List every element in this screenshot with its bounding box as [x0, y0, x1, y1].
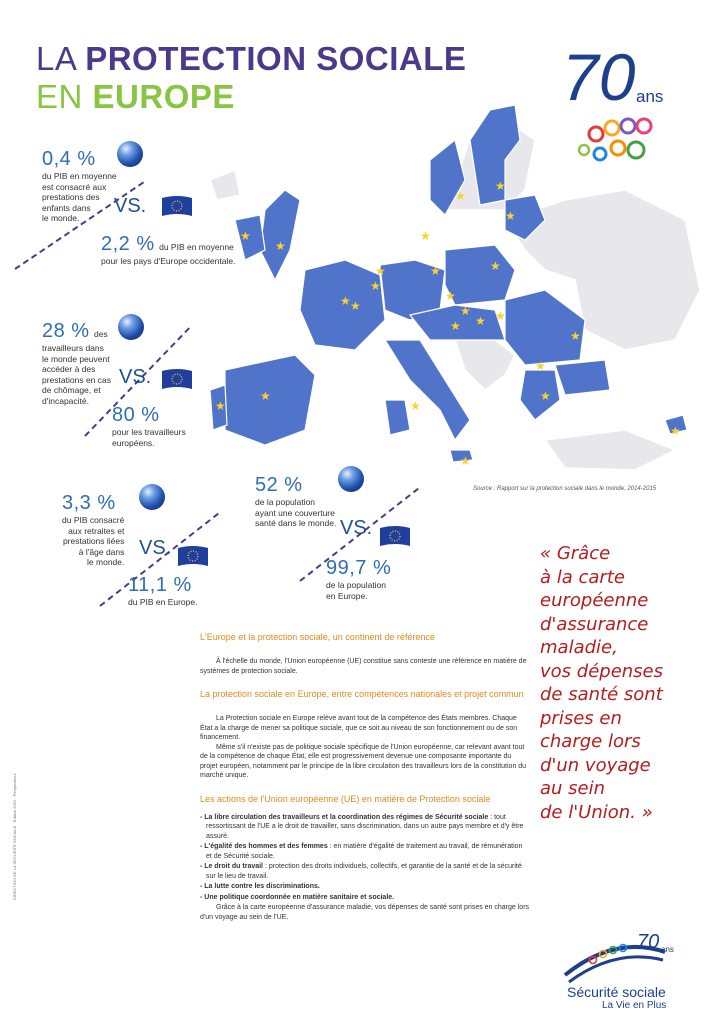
article-body: [200, 631, 530, 922]
brand-suffix: ans: [661, 945, 674, 954]
svg-text:★: ★: [240, 229, 251, 243]
title-line1-thin: LA: [36, 40, 86, 77]
list-item: - Le droit du travail : protection des droits individuels, collectifs, et garantie de la santé et de la sécurité sur le lieu de travail.: [200, 863, 522, 880]
paragraph-2b: Même s'il n'existe pas de politique sociale spécifique de l'Union européenne, car relevant avant tout de la compétence de chaque État, elle est progressivement devenue une composante importante du projet européen, notamment par le principe de la libre circulation des travailleurs lors de la constitution du marché unique.: [200, 743, 527, 779]
list-item: - L'égalité des hommes et des femmes : en matière d'égalité de traitement au travail, de rémunération et de Sécurité sociale.: [200, 843, 523, 860]
vs-label-4: VS.: [340, 517, 373, 539]
svg-text:★: ★: [340, 294, 351, 308]
stat-europe-4-value: 99,7 %: [326, 557, 392, 579]
svg-text:★: ★: [375, 264, 386, 278]
stat-world-2-text: travailleurs dans le monde peuvent accéder à des prestations en cas de chômage, et d'incapacité.: [42, 343, 111, 406]
stat-world-1-value: 0,4 %: [42, 148, 96, 170]
svg-text:★: ★: [495, 309, 506, 323]
svg-text:★: ★: [455, 189, 466, 203]
eu-flag-icon: [160, 194, 194, 218]
globe-icon: [118, 314, 144, 340]
svg-text:★: ★: [495, 179, 506, 193]
list-item: - La libre circulation des travailleurs et la coordination des régimes de Sécurité sociale : tout ressortissant de l'UE a le droit de travailler, sans discrimination, dans un autre pays membre et d'y être assuré.: [200, 813, 524, 840]
heading-3: Les actions de l'Union européenne (UE) en matière de Protection sociale: [200, 793, 491, 804]
stat-world-3: [62, 492, 124, 568]
svg-text:★: ★: [370, 279, 381, 293]
svg-text:★: ★: [670, 424, 681, 438]
logo-number: 70: [562, 40, 636, 114]
stat-world-4-text: de la population ayant une couverture santé dans le monde.: [255, 497, 337, 528]
heading-1: L'Europe et la protection sociale, un continent de référence: [200, 632, 435, 642]
stat-europe-4: 99,7 % de la population en Europe.: [326, 557, 392, 601]
source-note: Source : Rapport sur la protection sociale dans le monde, 2014-2015: [473, 486, 657, 492]
svg-text:★: ★: [275, 239, 286, 253]
svg-text:★: ★: [535, 359, 546, 373]
globe-icon: [139, 484, 165, 510]
svg-text:★: ★: [460, 454, 471, 468]
title-line1-bold: PROTECTION SOCIALE: [85, 40, 467, 77]
svg-text:★: ★: [450, 319, 461, 333]
stat-europe-3: 11,1 % du PIB en Europe.: [128, 574, 198, 607]
paragraph-1: À l'échelle du monde, l'Union européenne (UE) constitue sans conteste une référence en matière de systèmes de protection sociale.: [200, 658, 527, 675]
eu-flag-icon: [160, 367, 194, 391]
eu-flag-icon: [176, 544, 210, 568]
globe-icon: [338, 466, 364, 492]
vs-label-3: VS.: [139, 537, 172, 559]
stat-world-2: 28 % des travailleurs dans le monde peuvent accéder à des prestations en cas de chômage, et d'incapacité.: [42, 320, 111, 406]
stat-world-3-value: 3,3 %: [62, 492, 116, 514]
list-item: - La lutte contre les discriminations.: [200, 883, 320, 890]
svg-text:★: ★: [215, 399, 226, 413]
svg-text:★: ★: [350, 299, 361, 313]
pull-quote: « Grâce à la carte européenne d'assurance maladie, vos dépenses de santé sont prises en charge lors d'un voyage au sein de l'Union. »: [540, 543, 664, 823]
svg-text:★: ★: [430, 264, 441, 278]
stat-europe-1-value: 2,2 %: [101, 233, 155, 255]
list-item: - Une politique coordonnée en matière sanitaire et sociale.: [200, 893, 395, 901]
title-line2-thin: EN: [36, 78, 93, 115]
vs-label-1: VS.: [114, 195, 147, 217]
paragraph-2a: La Protection sociale en Europe relève avant tout de la compétence des États membres. Chaque État a la charge de mener sa politique sociale, que ce soit au niveau de son fonctionnement ou de son financement.: [200, 715, 518, 741]
stat-europe-2-value: 80 %: [112, 404, 160, 426]
logo-suffix: ans: [636, 87, 664, 106]
brand-name: Sécurité sociale: [567, 984, 666, 1000]
stat-world-1-text: du PIB en moyenne est consacré aux prestations des enfants dans le monde.: [42, 171, 117, 223]
heading-2: La protection sociale en Europe, entre compétences nationales et projet commun: [200, 689, 524, 699]
svg-text:★: ★: [475, 314, 486, 328]
globe-icon: [117, 141, 143, 167]
svg-text:★: ★: [420, 229, 431, 243]
eu-flag-icon: [378, 524, 412, 548]
brand-number: 70: [637, 931, 660, 953]
svg-text:★: ★: [570, 329, 581, 343]
paragraph-3: Grâce à la carte européenne d'assurance maladie, vos dépenses de santé sont prises en charge lors d'un voyage au sein de l'UE.: [200, 904, 530, 921]
brand-tagline: La Vie en Plus: [602, 1000, 667, 1011]
svg-text:★: ★: [410, 399, 421, 413]
stat-world-4-value: 52 %: [255, 474, 303, 496]
vs-label-2: VS.: [119, 366, 152, 388]
stat-europe-3-value: 11,1 %: [128, 574, 192, 596]
svg-text:★: ★: [260, 389, 271, 403]
svg-text:★: ★: [445, 289, 456, 303]
svg-text:★: ★: [540, 389, 551, 403]
svg-text:★: ★: [460, 304, 471, 318]
side-credit: DIRECTION DE LA SÉCURITÉ SOCIALE · Édition 2015 · Perspectives: [12, 773, 17, 900]
stat-europe-2: 80 % pour les travailleurs européens.: [112, 404, 186, 448]
europe-map: [205, 100, 705, 480]
stat-world-3-text: du PIB consacré aux retraites et prestations liées à l'âge dans le monde.: [62, 515, 125, 567]
title-line2-bold: EUROPE: [92, 78, 235, 115]
actions-list: [200, 813, 530, 903]
stat-world-2-value: 28 %: [42, 320, 90, 342]
stat-world-1: [42, 148, 117, 224]
svg-text:★: ★: [505, 209, 516, 223]
svg-text:★: ★: [490, 259, 501, 273]
stat-world-4: [255, 474, 336, 529]
stat-europe-1: 2,2 % du PIB en moyenne pour les pays d'Europe occidentale.: [101, 233, 236, 266]
